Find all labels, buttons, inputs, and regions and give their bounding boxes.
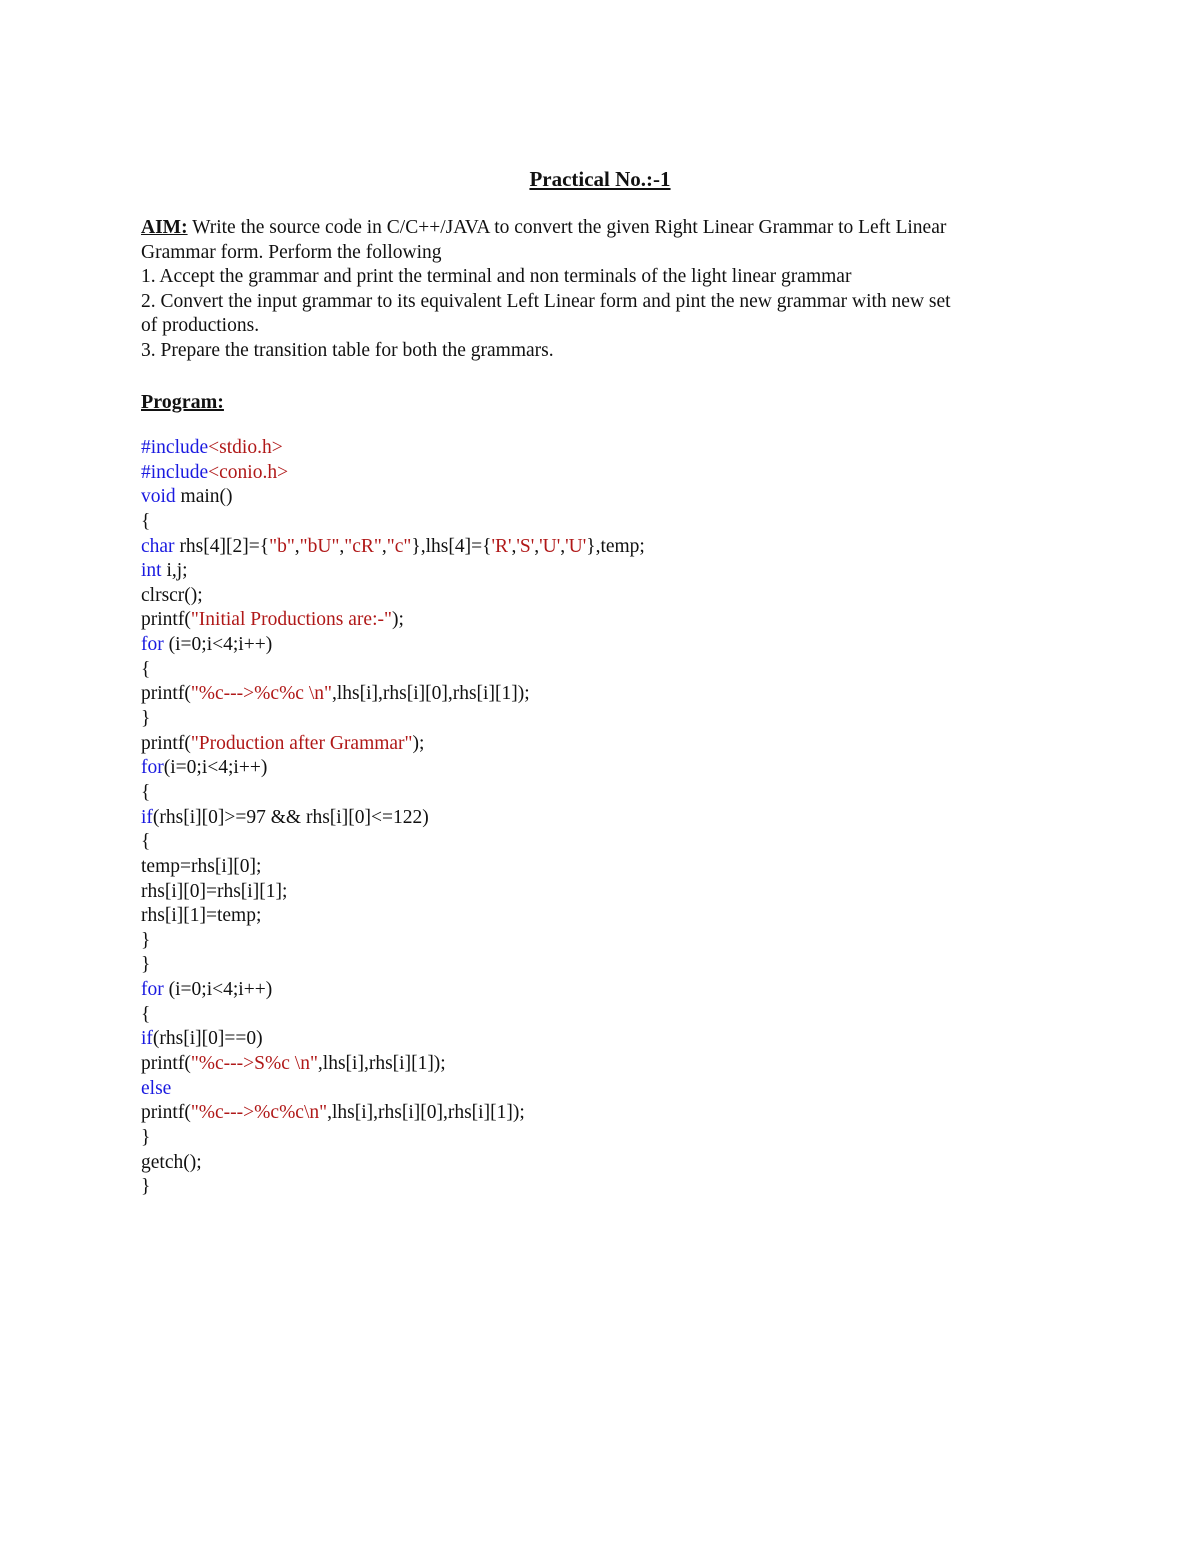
code-line (141, 830, 1081, 855)
code-text: printf( (141, 732, 191, 754)
code-text: rhs[4][2]={ (174, 535, 270, 557)
code-keyword: for (141, 757, 164, 779)
code-text: ,lhs[i],rhs[i][0],rhs[i][1]); (331, 683, 530, 705)
code-line (141, 855, 1081, 880)
code-keyword: if (141, 1028, 153, 1050)
code-line (141, 1151, 1081, 1176)
code-keyword: int (141, 560, 162, 582)
program-heading: Program: (141, 391, 224, 413)
code-line (141, 880, 1081, 905)
code-line (141, 929, 1081, 954)
code-text: printf( (141, 1053, 191, 1075)
code-text: ); (412, 732, 425, 754)
aim-step-3: 3. Prepare the transition table for both the grammars. (141, 339, 554, 361)
code-text: rhs[i][1]=temp; (141, 905, 262, 927)
code-text: } (141, 954, 151, 976)
aim-line: Grammar form. Perform the following (141, 241, 442, 263)
code-line (141, 756, 1081, 781)
aim-label: AIM: (141, 217, 188, 238)
aim-text: Write the source code in C/C++/JAVA to convert the given Right Linear Grammar to Left Linear (187, 217, 947, 238)
code-text: , (339, 535, 345, 557)
code-line (141, 658, 1081, 683)
code-string: 'U' (539, 535, 561, 557)
code-string: "%c--->%c%c\n" (190, 1102, 328, 1124)
code-line (141, 1126, 1081, 1151)
code-keyword: else (141, 1077, 172, 1099)
code-line (141, 978, 1081, 1003)
code-line (141, 559, 1081, 584)
code-text: printf( (141, 1102, 191, 1124)
code-line (141, 953, 1081, 978)
code-string: 'S' (516, 535, 535, 557)
code-text: main() (175, 486, 233, 508)
code-text: (rhs[i][0]>=97 && rhs[i][0]<=122) (152, 806, 429, 828)
code-string: <conio.h> (208, 461, 289, 483)
code-block (141, 436, 1081, 1200)
code-text: { (141, 658, 151, 680)
page-title: Practical No.:-1 (529, 167, 671, 191)
code-text: } (141, 929, 151, 951)
code-text: },lhs[4]={ (411, 535, 492, 557)
code-text: (rhs[i][0]==0) (152, 1028, 263, 1050)
code-keyword: #include (141, 461, 209, 483)
code-text: { (141, 1003, 151, 1025)
code-text: ); (391, 609, 404, 631)
code-text: (i=0;i<4;i++) (163, 979, 273, 1001)
code-text: { (141, 781, 151, 803)
code-string: "cR" (344, 535, 382, 557)
code-line (141, 1027, 1081, 1052)
code-line (141, 682, 1081, 707)
code-line (141, 1003, 1081, 1028)
code-string: "Production after Grammar" (190, 732, 413, 754)
code-string: "bU" (299, 535, 340, 557)
code-line (141, 1052, 1081, 1077)
code-text: (i=0;i<4;i++) (163, 757, 268, 779)
code-line (141, 485, 1081, 510)
code-text: clrscr(); (141, 584, 203, 606)
code-text: i,j; (161, 560, 188, 582)
code-line (141, 535, 1081, 560)
aim-line (141, 216, 1061, 241)
code-text: , (381, 535, 387, 557)
code-string: "b" (269, 535, 295, 557)
code-string: "c" (386, 535, 412, 557)
code-text: ,lhs[i],rhs[i][1]); (317, 1053, 446, 1075)
code-string: 'R' (491, 535, 512, 557)
code-text: { (141, 831, 151, 853)
code-line (141, 510, 1081, 535)
code-line (141, 781, 1081, 806)
code-line (141, 1077, 1081, 1102)
code-string: <stdio.h> (208, 437, 283, 458)
code-text: (i=0;i<4;i++) (163, 634, 273, 656)
code-text: getch(); (141, 1151, 202, 1173)
code-keyword: for (141, 979, 164, 1001)
code-text: } (141, 708, 151, 730)
code-line (141, 904, 1081, 929)
code-text: printf( (141, 683, 191, 705)
code-line (141, 806, 1081, 831)
code-text: },temp; (586, 535, 645, 557)
code-string: "Initial Productions are:-" (190, 609, 392, 631)
aim-step-2-cont: of productions. (141, 315, 260, 337)
code-text: } (141, 1126, 151, 1148)
code-keyword: for (141, 634, 164, 656)
code-text: ,lhs[i],rhs[i][0],rhs[i][1]); (327, 1102, 525, 1124)
code-keyword: if (141, 806, 153, 828)
code-text: printf( (141, 609, 191, 631)
code-line (141, 1101, 1081, 1126)
code-text: } (141, 1176, 151, 1198)
code-string: "%c--->%c%c \n" (190, 683, 332, 705)
code-line (141, 1175, 1081, 1200)
code-line (141, 584, 1081, 609)
code-text: , (560, 535, 566, 557)
code-line (141, 732, 1081, 757)
code-string: "%c--->S%c \n" (190, 1053, 318, 1075)
code-line (141, 608, 1081, 633)
code-line (141, 461, 1081, 486)
aim-step-2: 2. Convert the input grammar to its equivalent Left Linear form and pint the new grammar with new set (141, 290, 951, 312)
code-string: 'U' (565, 535, 587, 557)
aim-section (141, 216, 1061, 364)
code-text: rhs[i][0]=rhs[i][1]; (141, 880, 288, 902)
code-line (141, 633, 1081, 658)
code-keyword: void (141, 486, 176, 508)
code-keyword: char (141, 535, 175, 557)
code-text: , (294, 535, 300, 557)
code-line (141, 707, 1081, 732)
code-line (141, 436, 1081, 461)
aim-step-1: 1. Accept the grammar and print the terminal and non terminals of the light linear grammar (141, 266, 852, 288)
code-text: { (141, 510, 151, 532)
code-keyword: #include (141, 437, 209, 458)
code-text: temp=rhs[i][0]; (141, 855, 262, 877)
code-text: , (534, 535, 540, 557)
code-text: , (511, 535, 517, 557)
